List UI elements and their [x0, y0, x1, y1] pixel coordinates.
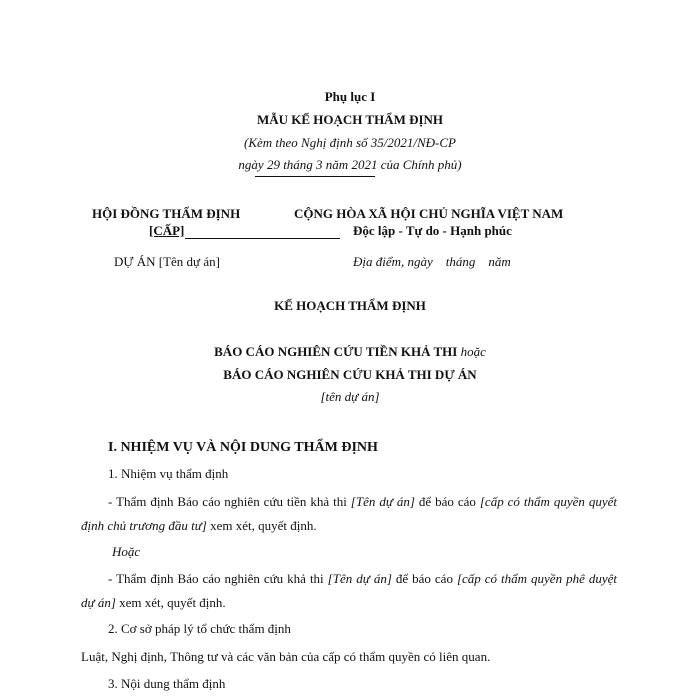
attached-decree-line1: (Kèm theo Nghị định số 35/2021/NĐ-CP [244, 135, 456, 150]
or-label: Hoặc [112, 544, 141, 559]
p2-project-name: [Tên dự án] [327, 571, 392, 586]
country-name: CỘNG HÒA XÃ HỘI CHỦ NGHĨA VIỆT NAM [294, 206, 564, 221]
p2-text-e: xem xét, quyết định. [115, 595, 226, 610]
subtitle-or: hoặc [460, 344, 486, 359]
subtitle-project-name: [tên dự án] [320, 389, 380, 404]
national-motto: Độc lập - Tự do - Hạnh phúc [353, 223, 512, 238]
council-level: [CẤP] [149, 223, 185, 238]
place-date: Địa điểm, ngày tháng năm [353, 254, 511, 269]
form-title: MẪU KẾ HOẠCH THẨM ĐỊNH [256, 112, 444, 127]
p1-project-name: [Tên dự án] [350, 494, 415, 509]
p1-text-e: xem xét, quyết định. [206, 518, 317, 533]
subtitle-prefeasibility: BÁO CÁO NGHIÊN CỨU TIỀN KHẢ THI [214, 344, 458, 359]
appendix-label: Phụ lục I [324, 89, 376, 104]
project-name: DỰ ÁN [Tên dự án] [114, 254, 220, 269]
p2-text-a: - Thẩm định Báo cáo nghiên cứu khả thi [108, 571, 328, 586]
paragraph-2 [81, 567, 617, 615]
p2-authority: [cấp có thẩm quyền phê duyệt dự án] [81, 571, 617, 610]
council-name: HỘI ĐỒNG THẨM ĐỊNH [92, 206, 241, 221]
item-3-heading: 3. Nội dung thẩm định [108, 676, 226, 691]
item-2-heading: 2. Cơ sở pháp lý tổ chức thẩm định [108, 621, 291, 636]
p2-text-c: để báo cáo [391, 571, 457, 586]
p1-text-a: - Thẩm định Báo cáo nghiên cứu tiền khả thi [108, 494, 351, 509]
subtitle-line2: BÁO CÁO NGHIÊN CỨU KHẢ THI DỰ ÁN [223, 367, 477, 382]
p1-authority: [cấp có thẩm quyền quyết định chủ trương đầu tư] [81, 494, 617, 533]
subtitle-line1 [0, 344, 700, 360]
section-heading: I. NHIỆM VỤ VÀ NỘI DUNG THẨM ĐỊNH [108, 440, 378, 455]
paragraph-3: Luật, Nghị định, Thông tư và các văn bản của cấp có thẩm quyền có liên quan. [81, 649, 491, 664]
document-title: KẾ HOẠCH THẨM ĐỊNH [274, 298, 426, 313]
p1-text-c: để báo cáo [414, 494, 480, 509]
header-divider [255, 176, 375, 177]
attached-decree-line2: ngày 29 tháng 3 năm 2021 của Chính phủ) [238, 157, 462, 172]
council-underline [185, 238, 340, 239]
item-1-heading: 1. Nhiệm vụ thẩm định [108, 466, 229, 481]
paragraph-1 [81, 490, 617, 538]
